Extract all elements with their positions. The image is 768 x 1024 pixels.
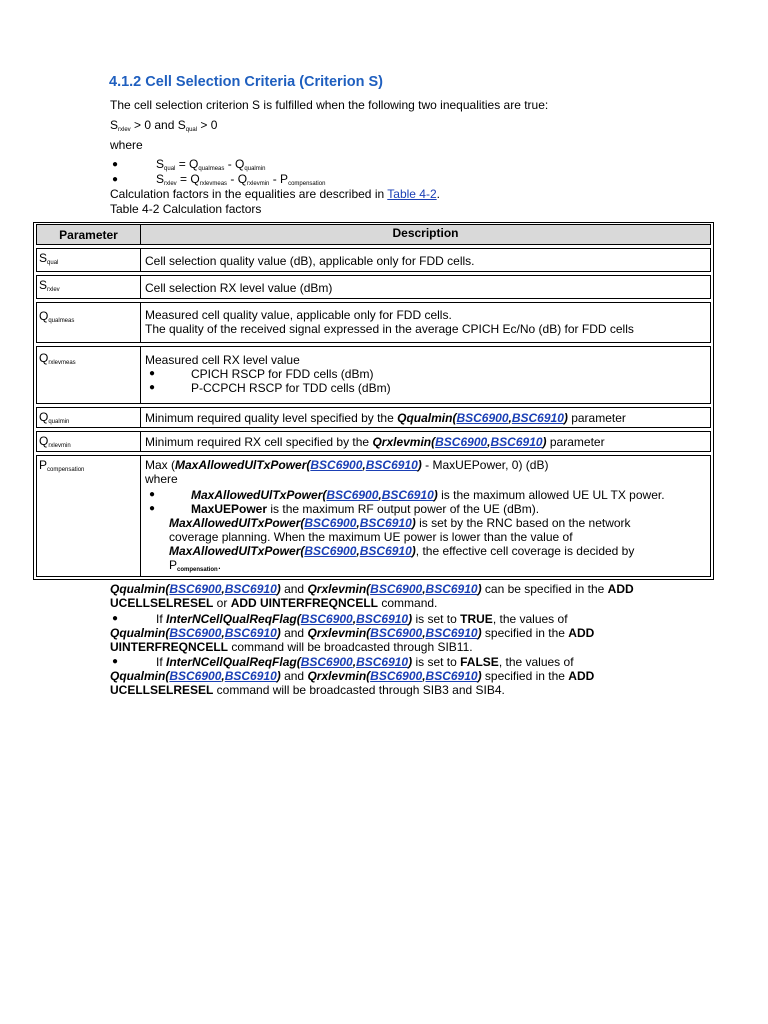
bsc6910-link[interactable]: BSC6910 — [365, 458, 418, 472]
param-cell: $Q_{rxlevmeas}$ — [37, 347, 141, 403]
equation-srxlev: $S_{rxlev} = Q_{rxlevmeas} - Q_{rxlevmin} - P_{compensation}$ — [156, 172, 326, 187]
table-row — [36, 455, 711, 577]
bsc6910-link[interactable]: BSC6910 — [224, 582, 277, 596]
bsc6900-link[interactable]: BSC6900 — [304, 544, 357, 558]
bsc6900-link[interactable]: BSC6900 — [370, 582, 423, 596]
bullet-icon: ● — [112, 174, 119, 185]
bullet-icon: ● — [112, 159, 119, 170]
table-row — [36, 407, 711, 428]
table-4-2-link[interactable]: Table 4-2 — [387, 187, 437, 201]
bsc6900-link[interactable]: BSC6900 — [169, 582, 222, 596]
bsc6900-link[interactable]: BSC6900 — [169, 669, 222, 683]
bsc6900-link[interactable]: BSC6900 — [370, 626, 423, 640]
param-cell: $Q_{qualmeas}$ — [37, 303, 141, 342]
bsc6900-link[interactable]: BSC6900 — [300, 655, 353, 669]
desc-cell: Cell selection RX level value (dBm) — [145, 281, 333, 295]
bsc6910-link[interactable]: BSC6910 — [356, 655, 409, 669]
equation-squal: $S_{qual} = Q_{qualmeas} - Q_{qualmin}$ — [156, 157, 266, 172]
table-caption: Table 4-2 Calculation factors — [110, 202, 262, 216]
bullet-icon: ● — [149, 382, 156, 393]
header-description: Description — [392, 226, 459, 240]
desc-cell: Cell selection quality value (dB), applicable only for FDD cells. — [145, 254, 475, 268]
table-row — [36, 248, 711, 272]
desc-cell: Max (MaxAllowedUlTxPower(BSC6900,BSC6910) - MaxUEPower, 0) (dB) where ● MaxAllowedUlTxPower(BSC6900,BSC6910) is the maximum allowed UE UL TX power. ● MaxUEPower is the maximum RF output power of the UE (dBm). MaxAllowedUlTxPower(BSC6900,BSC6910) is set by the RNC based on the network coverage planning. When the maximum UE power is lower than the value of MaxAllowedUlTxPower(BSC6900,BSC6910), the effective cell coverage is decided by $P_{compensation}$. — [145, 458, 665, 573]
header-parameter: Parameter — [37, 225, 141, 244]
bsc6910-link[interactable]: BSC6910 — [224, 669, 277, 683]
intro-text: The cell selection criterion S is fulfilled when the following two inequalities are true: — [110, 98, 549, 112]
table-header-row — [36, 224, 711, 245]
bsc6910-link[interactable]: BSC6910 — [381, 488, 434, 502]
desc-cell: Minimum required quality level specified by the Qqualmin(BSC6900,BSC6910) parameter — [145, 411, 626, 425]
bsc6900-link[interactable]: BSC6900 — [370, 669, 423, 683]
bsc6910-link[interactable]: BSC6910 — [224, 626, 277, 640]
table-row — [36, 431, 711, 452]
bsc6900-link[interactable]: BSC6900 — [310, 458, 363, 472]
bullet-icon: ● — [149, 368, 156, 379]
where-text: where — [110, 138, 143, 152]
table-row — [36, 302, 711, 343]
bsc6910-link[interactable]: BSC6910 — [356, 612, 409, 626]
param-cell: $P_{compensation}$ — [37, 456, 141, 576]
param-cell: $Q_{qualmin}$ — [37, 408, 141, 427]
section-heading: 4.1.2 Cell Selection Criteria (Criterion S) — [109, 74, 383, 90]
table-row — [36, 346, 711, 404]
param-cell: $S_{qual}$ — [37, 249, 141, 271]
bsc6900-link[interactable]: BSC6900 — [435, 435, 488, 449]
bsc6900-link[interactable]: BSC6900 — [304, 516, 357, 530]
bullet-icon: ● — [112, 613, 119, 624]
after-bullet-false: ● If InterNCellQualReqFlag(BSC6900,BSC6910) is set to FALSE, the values of Qqualmin(BSC6900,BSC6910) and Qrxlevmin(BSC6900,BSC6910) specified in the ADD UCELLSELRESEL command will be broadcasted through SIB3 and SIB4. — [110, 655, 595, 697]
bsc6910-link[interactable]: BSC6910 — [425, 626, 478, 640]
table-row — [36, 275, 711, 299]
bsc6910-link[interactable]: BSC6910 — [511, 411, 564, 425]
after-paragraph: Qqualmin(BSC6900,BSC6910) and Qrxlevmin(BSC6900,BSC6910) can be specified in the ADD UCELLSELRESEL or ADD UINTERFREQNCELL command. — [110, 582, 634, 610]
bsc6910-link[interactable]: BSC6910 — [359, 544, 412, 558]
param-cell: $Q_{rxlevmin}$ — [37, 432, 141, 451]
after-bullet-true: ● If InterNCellQualReqFlag(BSC6900,BSC6910) is set to TRUE, the values of Qqualmin(BSC6900,BSC6910) and Qrxlevmin(BSC6900,BSC6910) specified in the ADD UINTERFREQNCELL command will be broadcasted through SIB11. — [110, 612, 595, 654]
bsc6900-link[interactable]: BSC6900 — [169, 626, 222, 640]
bullet-icon: ● — [149, 489, 156, 500]
desc-cell: Measured cell quality value, applicable only for FDD cells. The quality of the received signal expressed in the average CPICH Ec/No (dB) for FDD cells — [145, 308, 634, 336]
bsc6910-link[interactable]: BSC6910 — [359, 516, 412, 530]
bsc6900-link[interactable]: BSC6900 — [326, 488, 379, 502]
bsc6910-link[interactable]: BSC6910 — [425, 669, 478, 683]
calc-text: Calculation factors in the equalities are described in Table 4-2. — [110, 187, 440, 201]
desc-cell: Measured cell RX level value ● CPICH RSCP for FDD cells (dBm) ● P-CCPCH RSCP for TDD cells (dBm) — [145, 353, 391, 395]
bullet-icon: ● — [112, 656, 119, 667]
bsc6910-link[interactable]: BSC6910 — [490, 435, 543, 449]
desc-cell: Minimum required RX cell specified by the Qrxlevmin(BSC6900,BSC6910) parameter — [145, 435, 605, 449]
bsc6910-link[interactable]: BSC6910 — [425, 582, 478, 596]
calculation-factors-table — [33, 222, 714, 580]
bullet-icon: ● — [149, 503, 156, 514]
param-cell: $S_{rxlev}$ — [37, 276, 141, 298]
inequalities: $S_{rxlev} > 0$ and $S_{qual} > 0$ — [110, 118, 218, 133]
bsc6900-link[interactable]: BSC6900 — [456, 411, 509, 425]
bsc6900-link[interactable]: BSC6900 — [300, 612, 353, 626]
